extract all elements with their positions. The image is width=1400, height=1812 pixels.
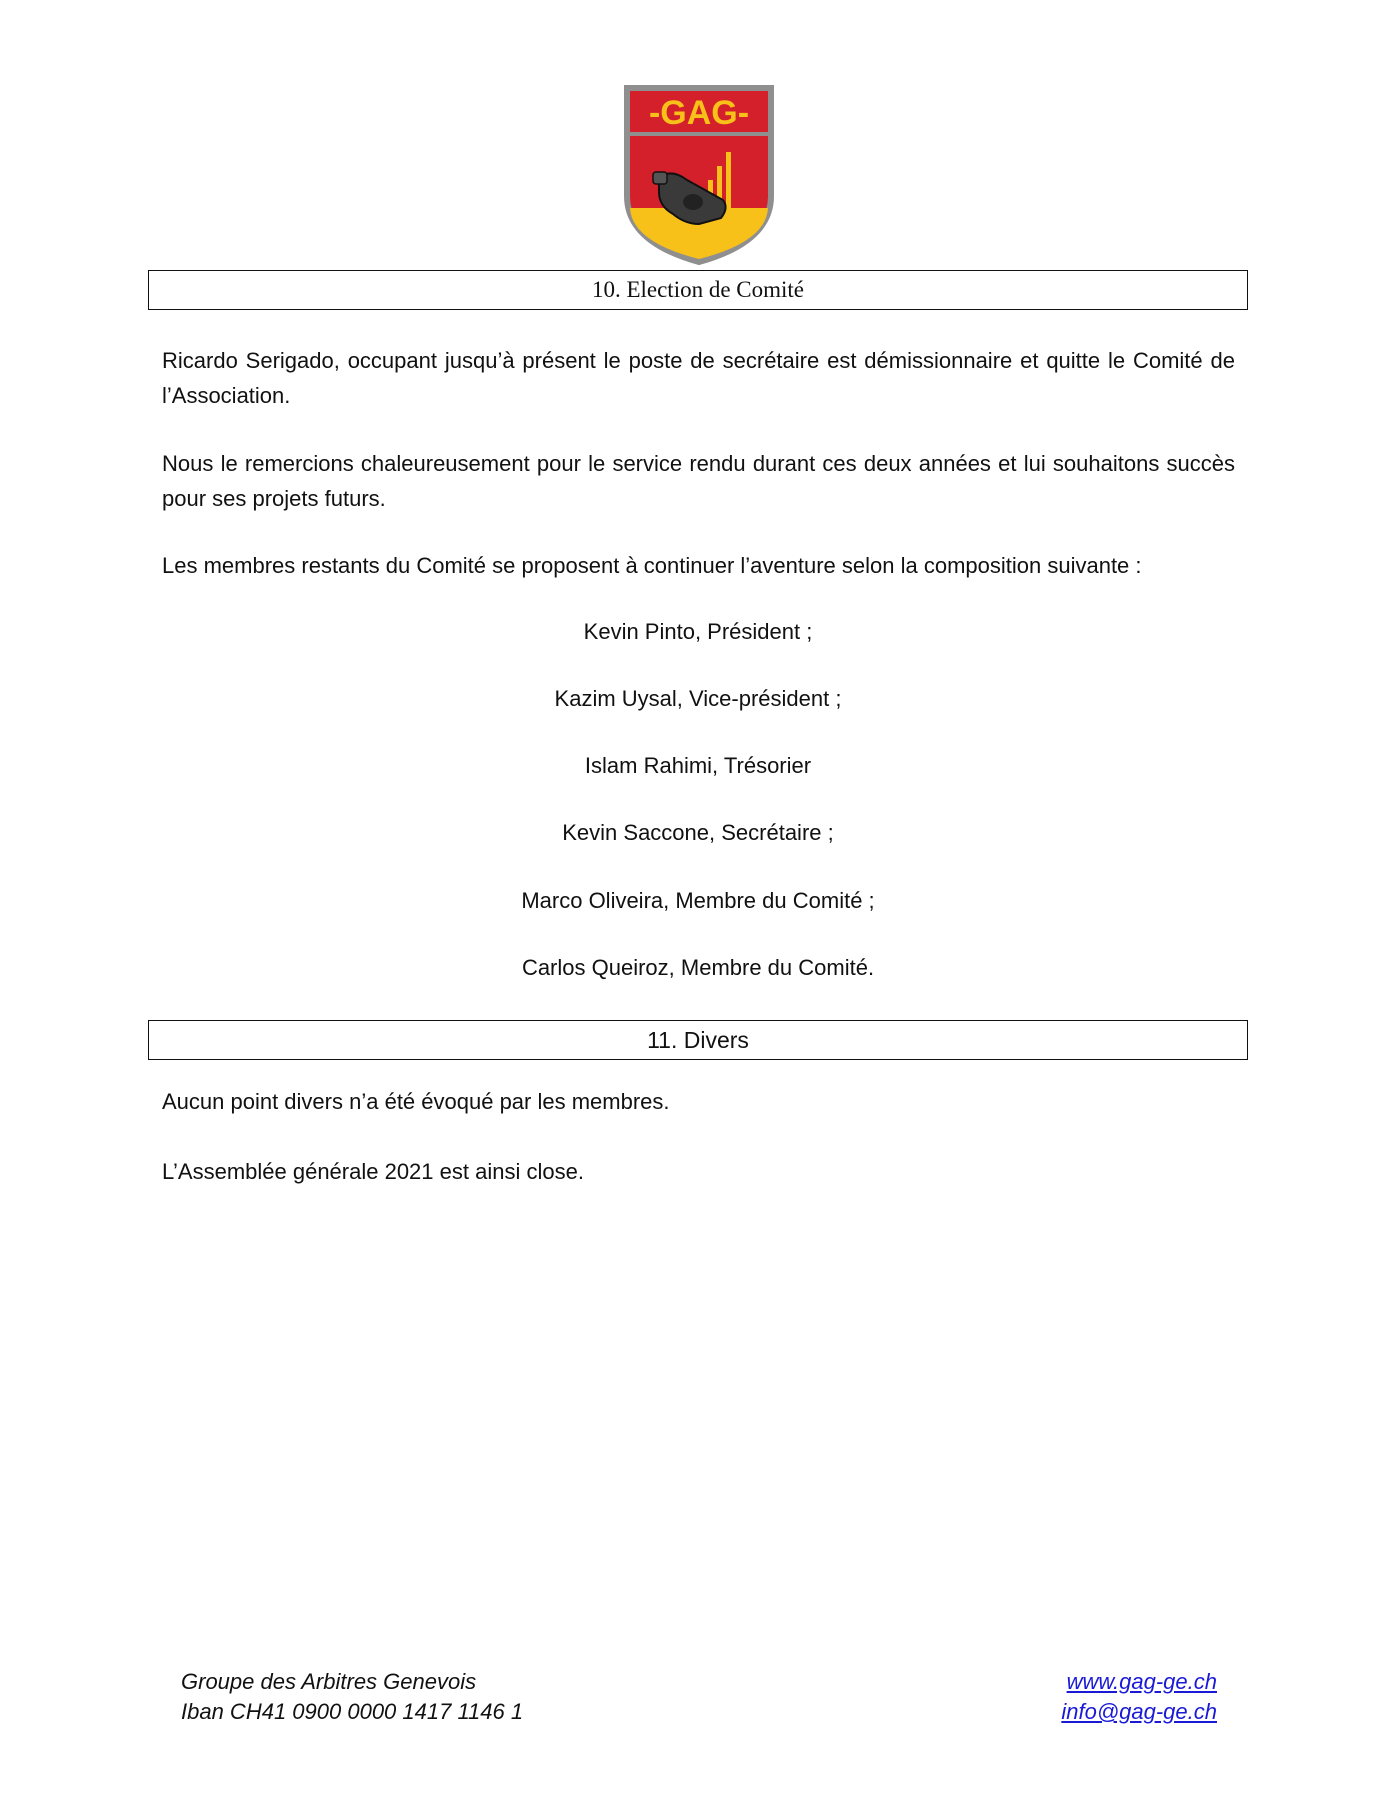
committee-member: Islam Rahimi, Trésorier <box>584 753 812 778</box>
gag-logo <box>623 84 775 266</box>
paragraph-resignation: Ricardo Serigado, occupant jusqu’à présent le poste de secrétaire est démissionnaire et quitte le Comité de l’Association. <box>162 348 1235 408</box>
footer-right <box>1061 1667 1217 1727</box>
paragraph-closing: L’Assemblée générale 2021 est ainsi close. <box>162 1159 584 1184</box>
committee-member: Kevin Saccone, Secrétaire ; <box>562 820 834 845</box>
paragraph-composition: Les membres restants du Comité se proposent à continuer l’aventure selon la composition suivante : <box>162 553 1142 578</box>
paragraph-divers: Aucun point divers n’a été évoqué par les membres. <box>162 1089 670 1114</box>
footer-iban: Iban CH41 0900 0000 1417 1146 1 <box>181 1699 524 1724</box>
committee-member: Marco Oliveira, Membre du Comité ; <box>521 888 875 913</box>
section-header-election: 10. Election de Comité <box>148 270 1248 310</box>
footer-left <box>181 1667 523 1727</box>
committee-member: Kevin Pinto, Président ; <box>583 619 813 644</box>
paragraph-thanks: Nous le remercions chaleureusement pour le service rendu durant ces deux années et lui souhaitons succès pour ses projets futurs. <box>162 451 1235 511</box>
footer-website-link[interactable]: www.gag-ge.ch <box>1066 1669 1217 1694</box>
footer-org-name: Groupe des Arbitres Genevois <box>181 1669 477 1694</box>
section-header-divers: 11. Divers <box>148 1020 1248 1060</box>
committee-member: Carlos Queiroz, Membre du Comité. <box>521 955 875 980</box>
logo-text: -GAG- <box>648 94 750 132</box>
committee-member: Kazim Uysal, Vice-président ; <box>554 686 842 711</box>
footer-email-link[interactable]: info@gag-ge.ch <box>1061 1699 1217 1724</box>
